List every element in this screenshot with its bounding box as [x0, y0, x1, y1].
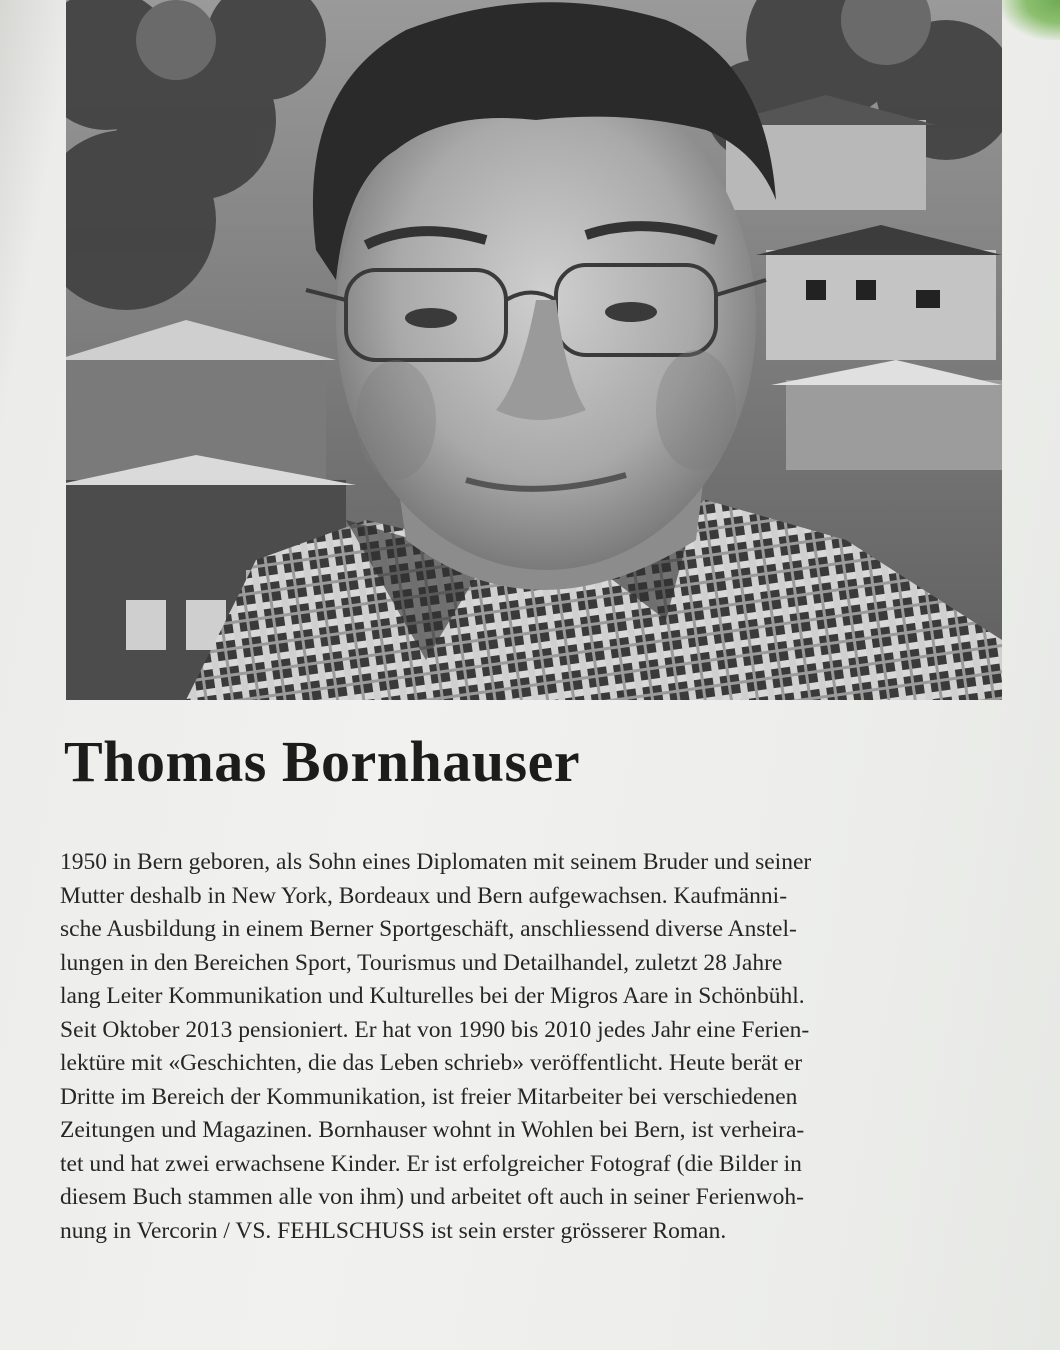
author-portrait-photo — [66, 0, 1002, 700]
bio-line: nung in Vercorin / VS. FEHLSCHUSS ist sein erster grösserer Roman. — [60, 1217, 727, 1244]
bio-line: 1950 in Bern geboren, als Sohn eines Diplomaten mit seinem Bruder und seiner — [60, 849, 812, 875]
bio-line: diesem Buch stammen alle von ihm) und arbeitet oft auch in seiner Ferienwoh- — [60, 1184, 804, 1210]
bio-line: Dritte im Bereich der Kommunikation, ist freier Mitarbeiter bei verschiedenen — [60, 1083, 798, 1110]
bio-line: Zeitungen und Magazinen. Bornhauser wohnt in Wohlen bei Bern, ist verheira- — [60, 1117, 805, 1143]
author-name: Thomas Bornhauser — [64, 729, 581, 794]
bio-line: lektüre mit «Geschichten, die das Leben schrieb» veröffentlicht. Heute berät er — [60, 1050, 803, 1076]
bio-line: lang Leiter Kommunikation und Kulturelles bei der Migros Aare in Schönbühl. — [60, 983, 805, 1009]
background-edge — [1000, 0, 1060, 40]
author-biography — [60, 846, 1060, 1248]
bio-line: tet und hat zwei erwachsene Kinder. Er ist erfolgreicher Fotograf (die Bilder in — [60, 1150, 802, 1177]
bio-line: sche Ausbildung in einem Berner Sportgeschäft, anschliessend diverse Anstel- — [60, 916, 797, 942]
bio-line: Mutter deshalb in New York, Bordeaux und Bern aufgewachsen. Kaufmänni- — [60, 882, 788, 909]
bio-line: Seit Oktober 2013 pensioniert. Er hat von 1990 bis 2010 jedes Jahr eine Ferien- — [60, 1016, 810, 1043]
bio-line: lungen in den Bereichen Sport, Tourismus und Detailhandel, zuletzt 28 Jahre — [60, 949, 783, 976]
